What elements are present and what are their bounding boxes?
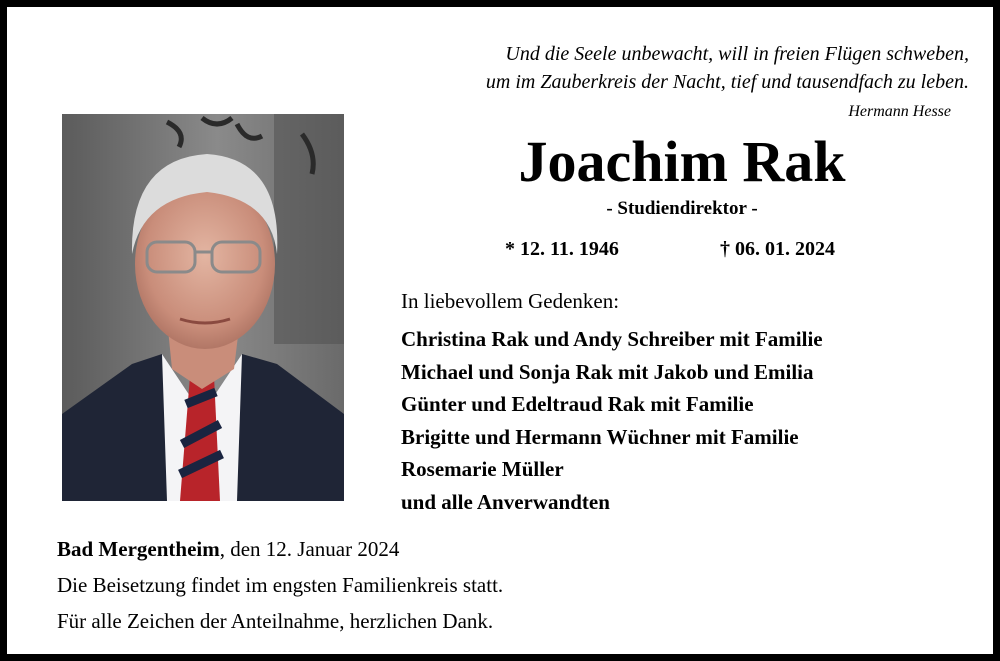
mourners-list (401, 323, 823, 519)
thanks-note: Für alle Zeichen der Anteilnahme, herzlichen Dank. (57, 609, 494, 633)
place: Bad Mergentheim (57, 537, 220, 561)
quote-line-1: Und die Seele unbewacht, will in freien Flügen schweben, (505, 43, 969, 65)
quote-line-2: um im Zauberkreis der Nacht, tief und tausendfach zu leben. (485, 71, 969, 93)
death-date: † 06. 01. 2024 (720, 238, 835, 260)
list-item: und alle Anverwandten (401, 489, 610, 514)
list-item: Rosemarie Müller (401, 457, 564, 482)
epigraph-quote (379, 40, 969, 96)
place-date-line (57, 531, 503, 567)
list-item: Günter und Edeltraud Rak mit Familie (401, 392, 754, 417)
deceased-title: - Studiendirektor - (606, 198, 758, 219)
portrait-photo (62, 114, 344, 501)
mourning-intro: In liebevollem Gedenken: (401, 289, 620, 313)
date-text: , den 12. Januar 2024 (219, 537, 400, 561)
burial-note: Die Beisetzung findet im engsten Familienkreis statt. (57, 573, 504, 597)
list-item: Michael und Sonja Rak mit Jakob und Emilia (401, 359, 814, 384)
list-item: Brigitte und Hermann Wüchner mit Familie (401, 424, 799, 449)
quote-author: Hermann Hesse (848, 103, 951, 120)
footer (57, 531, 503, 639)
deceased-name: Joachim Rak (518, 129, 846, 194)
portrait-illustration (62, 114, 344, 501)
list-item: Christina Rak und Andy Schreiber mit Familie (401, 327, 823, 351)
birth-date: * 12. 11. 1946 (505, 238, 619, 260)
